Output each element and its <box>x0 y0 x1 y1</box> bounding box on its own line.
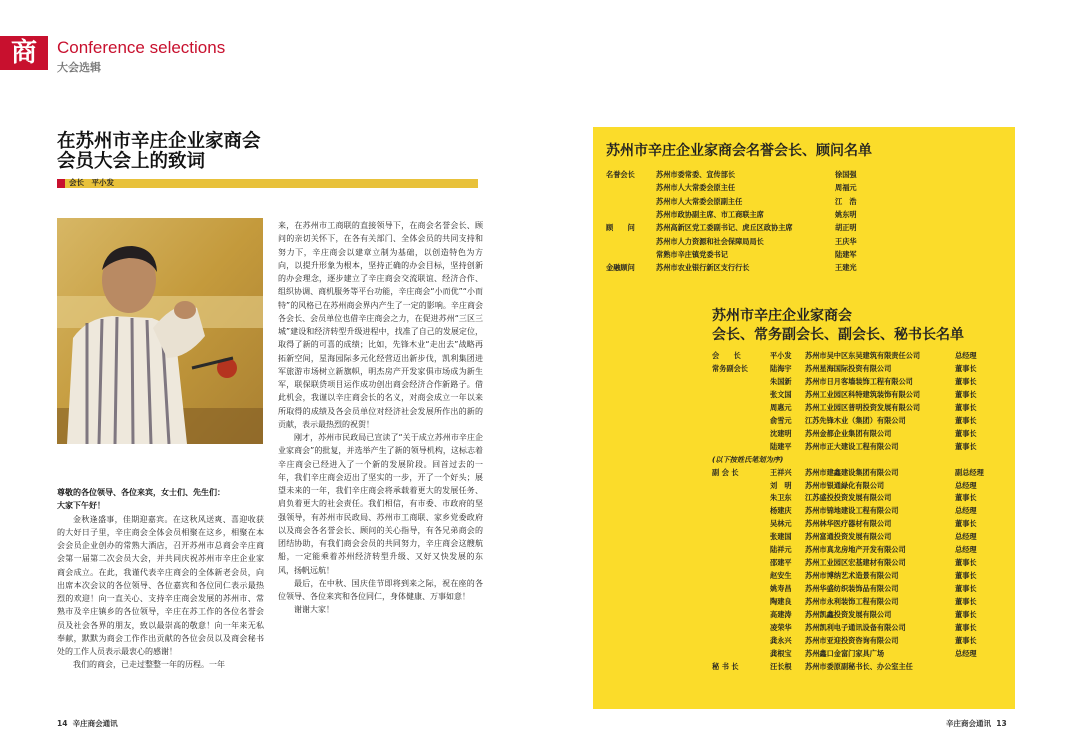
leader-org: 苏州市建鑫建设集团有限公司 <box>805 467 899 477</box>
byline: 会长 平小发 <box>69 178 114 187</box>
honorary-post: 苏州市人力资源和社会保障局局长 <box>656 236 764 246</box>
leader-name: 陆海宇 <box>770 363 792 373</box>
leader-role: 副 会 长 <box>712 467 739 477</box>
leader-row <box>712 480 1002 491</box>
footer-right <box>946 718 1007 729</box>
article-title-line2: 会员大会上的致词 <box>57 151 206 172</box>
leader-title: 董事长 <box>955 376 977 386</box>
honorary-name: 周福元 <box>835 183 857 193</box>
leader-name: 张文国 <box>770 389 792 399</box>
paragraph-4: 刚才，苏州市民政局已宣读了“关于成立苏州市辛庄企业家商会”的批复，并选举产生了新的领导机构，这标志着辛庄商会已经进入了一个新的发展阶段。回首过去的一年，我们辛庄商会迈出了坚实的一步，开了一个好头；展望未来的一年，我们辛庄商会将承载着更大的发展任务、肩负着更大的社会责任。我们相信，有市委、市政府的坚强领导，有苏州市民政局、苏州市工商联、家乡党委政府以及商会各名誉会长、顾问的关心指导，有各兄弟商会的团结协助，有我们商会会员的共同努力，辛庄商会这艘航船，一定能乘着苏州经济转型升级、又好又快发展的东风，扬帆远航！ <box>278 433 483 575</box>
honorary-post: 苏州市农业银行新区支行行长 <box>656 263 750 273</box>
page-number-right: 13 <box>996 719 1007 728</box>
honorary-post: 苏州市人大常委会原主任 <box>656 183 736 193</box>
leader-title: 董事长 <box>955 441 977 451</box>
leader-org: 苏州市博纳艺术造景有限公司 <box>805 571 899 581</box>
leader-org: 苏州市永利装饰工程有限公司 <box>805 597 899 607</box>
leader-name: 高建涛 <box>770 610 792 619</box>
leader-org: 苏州市真龙房地产开发有限公司 <box>805 545 906 555</box>
honorary-post: 常熟市辛庄镇党委书记 <box>656 249 728 259</box>
paragraph-6: 谢谢大家！ <box>294 605 334 615</box>
leader-row <box>712 441 1002 452</box>
leader-note: (以下按姓氏笔划为序) <box>712 454 784 464</box>
leader-org: 苏州凯鑫投资发展有限公司 <box>805 610 892 619</box>
leader-name: 陆建平 <box>770 441 792 451</box>
leader-name: 杨建庆 <box>770 506 792 516</box>
leader-name: 陶建良 <box>770 597 792 607</box>
paragraph-3: 来，在苏州市工商联的直接领导下，在商会名誉会长、顾问的亲切关怀下，在各有关部门、全体会员的共同支持和努力下，辛庄商会以建章立制为基础，以创造特色为方向，以提升形象为根本，坚持正确的办会目标，坚持创新的办会理念，逐步建立了辛庄商会交流联谊、经济合作、组织协调、商机服务等平台功能，辛庄商会“小而优”“小而特”的风格已在苏州商会界内产生了一定的影响。辛庄商会各会长、会员单位也借辛庄商会之力，在促进苏州“三区三城”建设和经济转型升级进程中，找准了自己的发展定位，取得了新的可喜的成绩；比如，先锋木业“走出去”战略再拓新空间，星海园际多元化经营迈出新步伐，凯利集团进军旅游市场树立新旗帜，明杰房产开发家俱市场成为新生军，联保联贷项目运作成功创出商会经济合作新路子。借此机会，我谨以辛庄商会长的名义，对商会成立一年以来所取得的成绩及各会员单位对经济社会发展所作出的新的贡献，表示最热烈的祝贺！ <box>278 221 483 429</box>
leader-name: 平小发 <box>770 351 792 360</box>
leader-name: 朱卫东 <box>770 493 792 503</box>
leader-org: 苏州富通投资发展有限公司 <box>805 532 892 542</box>
byline-marker <box>57 179 65 188</box>
leader-row <box>712 402 1002 413</box>
leader-org: 苏州星海国际投资有限公司 <box>805 363 892 373</box>
honorary-post: 苏州市人大常委会原副主任 <box>656 196 743 206</box>
leader-name: 沈建明 <box>770 428 792 438</box>
leader-row <box>712 428 1002 439</box>
leader-org: 苏州市日月客墙装饰工程有限公司 <box>805 376 913 386</box>
leader-row <box>712 415 1002 426</box>
leader-name: 赵安生 <box>770 571 792 581</box>
honorary-name: 姚东明 <box>835 209 857 219</box>
leader-org: 苏州市亚迎投资咨询有限公司 <box>805 635 899 645</box>
greeting-2: 大家下午好！ <box>57 501 105 511</box>
leader-org: 苏州市正大建设工程有限公司 <box>805 441 899 451</box>
leader-name: 姚寿昌 <box>770 584 792 594</box>
honorary-list-title: 苏州市辛庄企业家商会名誉会长、顾问名单 <box>606 143 872 159</box>
leader-title: 董事长 <box>955 597 977 607</box>
leader-row <box>712 518 1002 529</box>
honorary-row <box>606 209 866 220</box>
leader-row <box>712 492 1002 503</box>
leader-org: 苏州市吴中区东吴建筑有限责任公司 <box>805 351 921 360</box>
leader-row <box>712 635 1002 646</box>
leader-row <box>712 648 1002 659</box>
leader-title: 副总经理 <box>955 467 984 477</box>
leader-name: 龚根宝 <box>770 648 792 658</box>
honorary-name: 江 浩 <box>835 196 857 206</box>
leader-row <box>712 363 1002 374</box>
leader-title: 董事长 <box>955 363 977 373</box>
leader-row <box>712 376 1002 387</box>
honorary-name: 王庆华 <box>835 236 857 246</box>
leader-name: 陆祥元 <box>770 545 792 555</box>
honorary-name: 徐国强 <box>835 170 857 179</box>
honorary-post: 苏州市政协副主席、市工商联主席 <box>656 209 764 219</box>
honorary-role: 顾 问 <box>606 223 635 233</box>
leader-name: 刘 明 <box>770 480 792 490</box>
leader-row <box>712 389 1002 400</box>
section-badge: 商 <box>0 36 48 70</box>
leader-role: 秘 书 长 <box>712 661 739 671</box>
honorary-post: 苏州高新区党工委副书记、虎丘区政协主席 <box>656 223 793 233</box>
footer-pub-left: 辛庄商会通讯 <box>72 719 118 728</box>
leader-title: 董事长 <box>955 584 977 594</box>
leader-role: 常务副会长 <box>712 363 748 373</box>
greeting: 尊敬的各位领导、各位来宾，女士们、先生们： <box>57 488 225 497</box>
honorary-row <box>606 182 866 193</box>
leader-title: 董事长 <box>955 415 977 425</box>
footer-pub-right: 辛庄商会通讯 <box>946 719 991 728</box>
leader-title: 董事长 <box>955 558 977 568</box>
leader-title: 总经理 <box>955 648 977 658</box>
leader-name: 汪长根 <box>770 661 792 671</box>
leader-name: 龚永兴 <box>770 635 792 645</box>
leader-title: 总经理 <box>955 532 977 542</box>
leader-org: 苏州工业园区普明投资发展有限公司 <box>805 402 921 412</box>
honorary-role: 名誉会长 <box>606 170 635 179</box>
leader-title: 董事长 <box>955 635 977 645</box>
honorary-row <box>606 169 866 180</box>
leader-org: 苏州工业园区科特建筑装饰有限公司 <box>805 389 921 399</box>
leader-name: 俞雪元 <box>770 415 792 425</box>
leader-row <box>712 583 1002 594</box>
leader-title: 董事长 <box>955 402 977 412</box>
footer-left <box>57 718 118 729</box>
leader-title: 董事长 <box>955 428 977 438</box>
leader-row <box>712 570 1002 581</box>
leader-name: 张建国 <box>770 532 792 542</box>
speaker-photo <box>57 218 263 444</box>
honorary-row <box>606 222 866 233</box>
leaders-list-title-1: 苏州市辛庄企业家商会 <box>712 308 852 324</box>
paragraph-1: 金秋逢盛事，佳期迎嘉宾。在这秋风送爽、喜迎收获的大好日子里，辛庄商会全体会员相聚在这乡，相聚在本会会员企业创办的常熟大酒店，召开苏州市总商会辛庄商会第一届第二次会员大会，并共同庆祝苏州市辛庄企业家商会成立。在此，我谨代表辛庄商会的全体新老会员，向出席本次会议的各位领导、各位嘉宾和各位同仁表示最热烈的欢迎！向一直关心、支持辛庄商会发展的苏州市、常熟市及辛庄镇乡的各位领导，辛庄在苏工作的各位名誉会员及社会各界的朋友，致以最崇高的敬意！向一年来无私奉献，默默为商会工作作出贡献的各位会员以及商会秘书处的工作人员表示最衷心的感谢！ <box>57 514 264 656</box>
leader-org: 苏州市锦地建设工程有限公司 <box>805 506 899 516</box>
honorary-name: 陆建军 <box>835 249 857 259</box>
leader-role: 会 长 <box>712 351 741 360</box>
honorary-row <box>606 196 866 207</box>
leader-name: 朱国新 <box>770 376 792 386</box>
leader-title: 总经理 <box>955 506 977 516</box>
leader-row <box>712 609 1002 620</box>
leader-name: 凌荣华 <box>770 622 792 632</box>
leader-row <box>712 467 1002 478</box>
byline-bar <box>57 179 478 188</box>
leader-name: 王祥兴 <box>770 467 792 477</box>
leader-title: 总经理 <box>955 351 977 360</box>
honorary-post: 苏州市委常委、宣传部长 <box>656 170 736 179</box>
speaker-photo-illustration <box>57 218 263 444</box>
honorary-row <box>606 262 866 273</box>
leader-row <box>712 596 1002 607</box>
honorary-row <box>606 249 866 260</box>
section-title-cn: 大会选辑 <box>57 61 101 74</box>
article-column-1 <box>57 486 264 672</box>
article-title <box>57 132 477 172</box>
article-title-line1: 在苏州市辛庄企业家商会 <box>57 131 261 152</box>
leader-title: 总经理 <box>955 480 977 490</box>
leader-name: 吴林元 <box>770 519 792 529</box>
leader-title: 总经理 <box>955 545 977 555</box>
leader-org: 苏州金都企业集团有限公司 <box>805 428 892 438</box>
leader-org: 苏州工业园区宏基建材有限公司 <box>805 558 906 568</box>
honorary-row <box>606 236 866 247</box>
honorary-name: 胡正明 <box>835 223 857 233</box>
honorary-name: 王建光 <box>835 263 857 273</box>
leader-title: 董事长 <box>955 571 977 581</box>
leader-name: 邵建平 <box>770 558 792 568</box>
leader-org: 苏州林华医疗器材有限公司 <box>805 519 892 529</box>
honorary-role: 金融顾问 <box>606 263 635 273</box>
paragraph-2: 我们的商会，已走过整整一年的历程。一年 <box>73 660 225 670</box>
paragraph-5: 最后，在中秋、国庆佳节即将到来之际，祝在座的各位领导、各位来宾和各位同仁，身体健康、万事如意！ <box>278 578 483 601</box>
leader-org: 苏州鑫口金富门家具广场 <box>805 648 885 658</box>
leader-org: 苏州凯利电子通讯设备有限公司 <box>805 622 906 632</box>
leader-org: 苏州华盛纺织装饰品有限公司 <box>805 584 899 594</box>
leader-row <box>712 350 1002 361</box>
leader-title: 董事长 <box>955 610 977 619</box>
leader-row <box>712 661 1002 672</box>
leader-org: 苏州市银通緑化有限公司 <box>805 480 885 490</box>
leader-org: 江苏先锋木业（集团）有限公司 <box>805 415 906 425</box>
leader-row <box>712 557 1002 568</box>
leader-name: 周惠元 <box>770 402 792 412</box>
leaders-list-title-2: 会长、常务副会长、副会长、秘书长名单 <box>712 327 964 343</box>
leader-org: 苏州市委原副秘书长、办公室主任 <box>805 661 913 671</box>
page-number-left: 14 <box>57 719 68 728</box>
leader-row <box>712 544 1002 555</box>
leader-title: 董事长 <box>955 493 977 503</box>
section-title-en: Conference selections <box>57 38 226 57</box>
article-column-2 <box>278 219 483 617</box>
leader-row <box>712 454 1002 465</box>
leader-org: 江苏盛投投资发展有限公司 <box>805 493 892 503</box>
leader-title: 董事长 <box>955 519 977 529</box>
leader-row <box>712 505 1002 516</box>
leader-row <box>712 622 1002 633</box>
leader-title: 董事长 <box>955 622 977 632</box>
leader-title: 董事长 <box>955 389 977 399</box>
leader-row <box>712 531 1002 542</box>
